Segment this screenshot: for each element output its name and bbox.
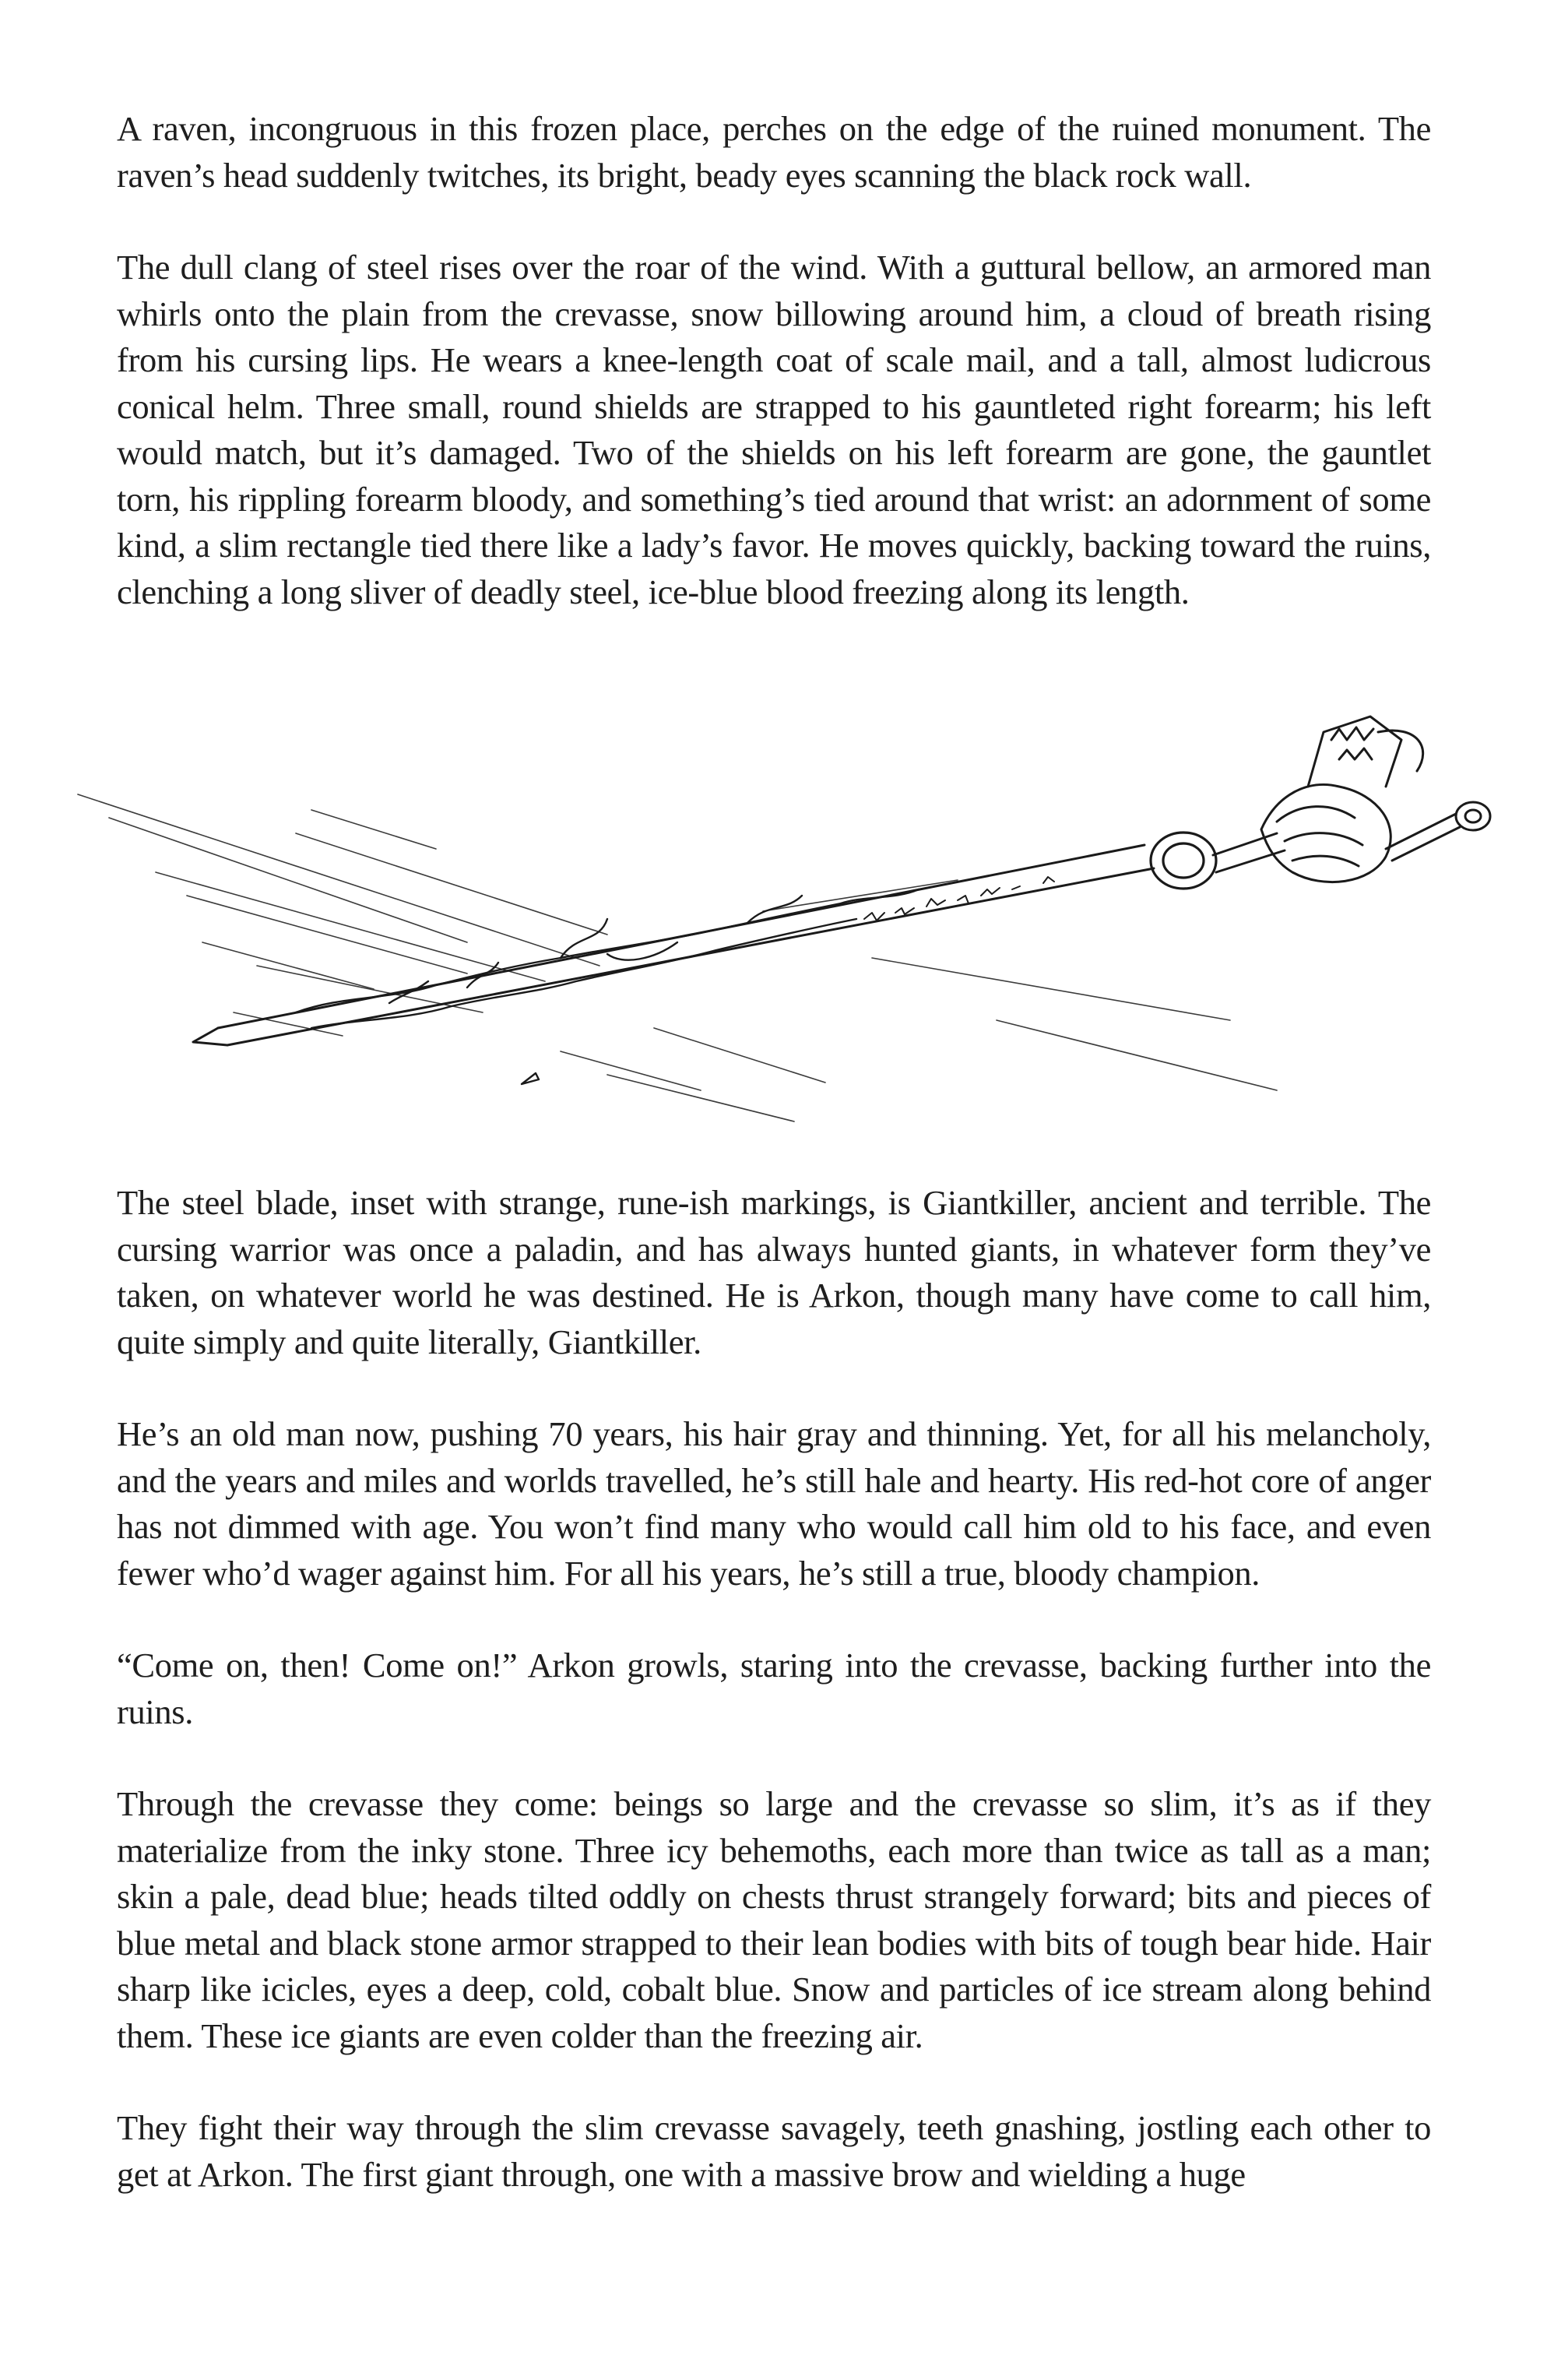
paragraph-ice-giants: Through the crevasse they come: beings so large and the crevasse so slim, it’s as if they materialize from the inky stone. Three icy behemoths, each more than twice as tall as a man; skin a pale, dead blue; heads tilted oddly on chests thrust strangely forward; bits and pieces of blue metal and black stone armor strapped to their lean bodies with bits of tough bear hide. Hair sharp like icicles, eyes a deep, cold, cobalt blue. Snow and particles of ice stream along behind them. These ice giants are even colder than the freezing air.	[117, 1784, 1431, 2055]
sword-illustration	[62, 685, 1495, 1153]
text-block-top	[117, 106, 1431, 615]
paragraph-dialogue: “Come on, then! Come on!” Arkon growls, staring into the crevasse, backing further into the ruins.	[117, 1646, 1431, 1731]
text-block-bottom	[117, 1180, 1431, 2198]
paragraph-raven: A raven, incongruous in this frozen place, perches on the edge of the ruined monument. The raven’s head suddenly twitches, its bright, beady eyes scanning the black rock wall.	[117, 109, 1431, 195]
paragraph-fight: They fight their way through the slim crevasse savagely, teeth gnashing, jostling each other to get at Arkon. The first giant through, one with a massive brow and wielding a huge	[117, 2108, 1431, 2194]
paragraph-armored-man: The dull clang of steel rises over the roar of the wind. With a guttural bellow, an armored man whirls onto the plain from the crevasse, snow billowing around him, a cloud of breath rising from his cursing lips. He wears a knee-length coat of scale mail, and a tall, almost ludicrous conical helm. Three small, round shields are strapped to his gauntleted right forearm; his left would match, but it’s damaged. Two of the shields on his left forearm are gone, the gauntlet torn, his rippling forearm bloody, and something’s tied around that wrist: an adornment of some kind, a slim rectangle tied there like a lady’s favor. He moves quickly, backing toward the ruins, clenching a long sliver of deadly steel, ice-blue blood freezing along its length.	[117, 248, 1431, 611]
paragraph-old-man: He’s an old man now, pushing 70 years, his hair gray and thinning. Yet, for all his melancholy, and the years and miles and worlds travelled, he’s still hale and hearty. His red-hot core of anger has not dimmed with age. You won’t find many who would call him old to his face, and even fewer who’d wager against him. For all his years, he’s still a true, bloody champion.	[117, 1414, 1431, 1593]
sword-illustration-icon	[62, 685, 1495, 1153]
paragraph-giantkiller: The steel blade, inset with strange, rune-ish markings, is Giantkiller, ancient and terrible. The cursing warrior was once a paladin, and has always hunted giants, in whatever form they’ve taken, on whatever world he was destined. He is Arkon, though many have come to call him, quite simply and quite literally, Giantkiller.	[117, 1183, 1431, 1361]
